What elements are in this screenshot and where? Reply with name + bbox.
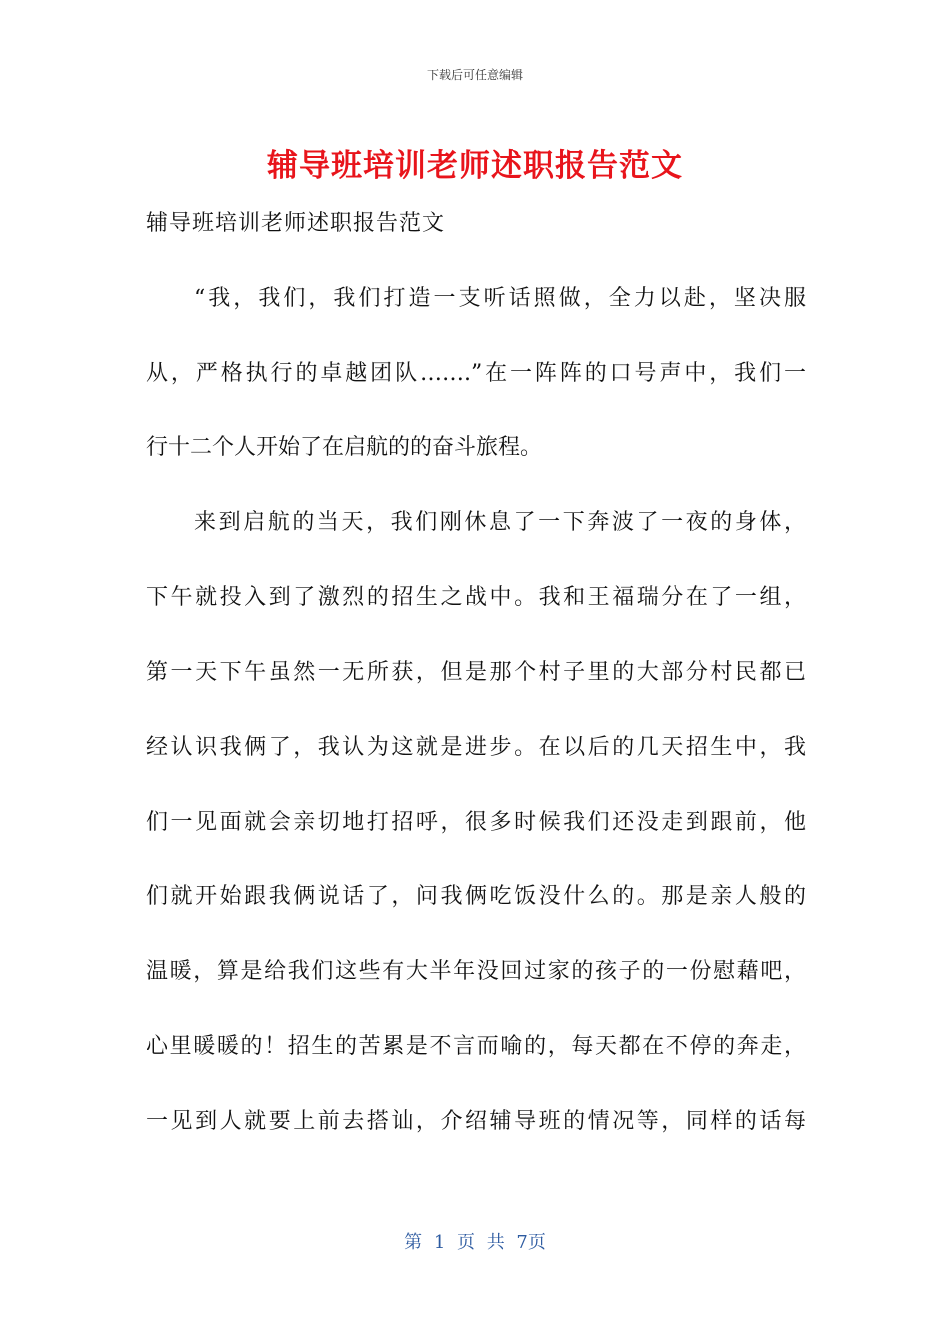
paragraph-1-line-3: 行十二个人开始了在启航的的奋斗旅程。: [146, 435, 543, 460]
paragraph-2-line-3: 第一天下午虽然一无所获，但是那个村子里的大部分村民都已: [146, 660, 806, 685]
paragraph-2-line-7: 温暖，算是给我们这些有大半年没回过家的孩子的一份慰藉吧，: [146, 959, 806, 984]
document-subtitle: 辅导班培训老师述职报告范文: [146, 211, 446, 236]
header-note: 下载后可任意编辑: [426, 68, 523, 82]
page-footer: 第 1 页 共 7页: [404, 1232, 546, 1253]
paragraph-2-line-5: 们一见面就会亲切地打招呼，很多时候我们还没走到跟前，他: [146, 810, 806, 835]
paragraph-1-line-1: “我，我们，我们打造一支听话照做，全力以赴，坚决服: [194, 286, 806, 311]
paragraph-2-line-1: 来到启航的当天，我们刚休息了一下奔波了一夜的身体，: [194, 510, 806, 535]
paragraph-2-line-4: 经认识我俩了，我认为这就是进步。在以后的几天招生中，我: [146, 735, 806, 760]
paragraph-1-line-2: 从，严格执行的卓越团队…….”在一阵阵的口号声中，我们一: [146, 361, 806, 386]
paragraph-2-line-6: 们就开始跟我俩说话了，问我俩吃饭没什么的。那是亲人般的: [146, 884, 806, 909]
paragraph-2-line-8: 心里暖暖的！招生的苦累是不言而喻的，每天都在不停的奔走，: [146, 1034, 806, 1059]
document-title: 辅导班培训老师述职报告范文: [267, 148, 683, 184]
paragraph-2-line-9: 一见到人就要上前去搭讪，介绍辅导班的情况等，同样的话每: [146, 1109, 806, 1134]
paragraph-2-line-2: 下午就投入到了激烈的招生之战中。我和王福瑞分在了一组，: [146, 585, 806, 610]
